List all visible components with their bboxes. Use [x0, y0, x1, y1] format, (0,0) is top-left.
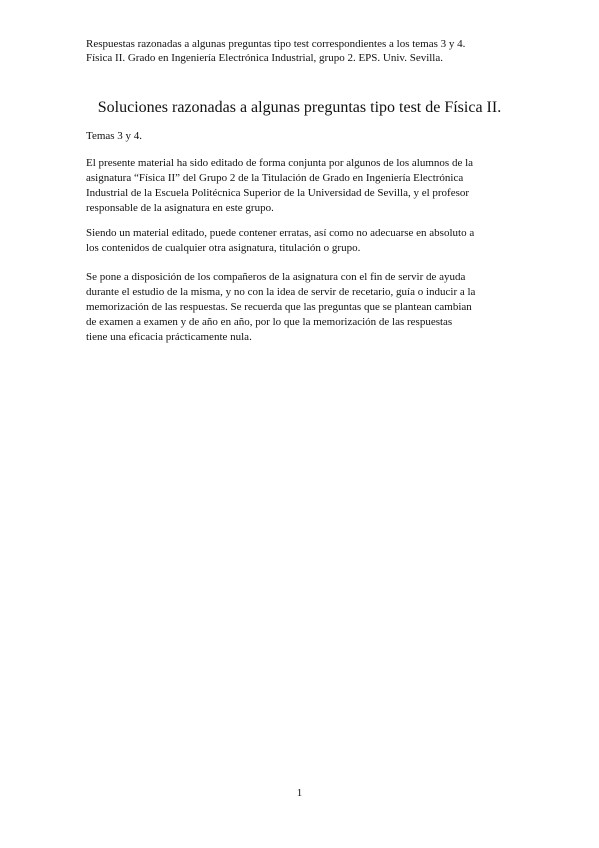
- paragraph-line: de examen a examen y de año en año, por lo que la memorización de las respuestas: [86, 316, 453, 328]
- paragraph-line: Se pone a disposición de los compañeros de la asignatura con el fin de servir de ayuda: [86, 271, 466, 283]
- paragraph-line: asignatura “Física II” del Grupo 2 de la Titulación de Grado en Ingeniería Electrónica: [86, 172, 464, 184]
- paragraph-line: durante el estudio de la misma, y no con la idea de servir de recetario, guía o inducir a la: [86, 286, 476, 298]
- header-line-1: Respuestas razonadas a algunas preguntas tipo test correspondientes a los temas 3 y 4.: [86, 38, 466, 50]
- running-header: [86, 38, 526, 65]
- page-number: 1: [296, 787, 303, 799]
- paragraph-line: tiene una eficacia prácticamente nula.: [86, 331, 252, 343]
- document-subtitle: Temas 3 y 4.: [86, 130, 143, 142]
- paragraph-line: El presente material ha sido editado de forma conjunta por algunos de los alumnos de la: [86, 157, 474, 169]
- document-title: Soluciones razonadas a algunas preguntas tipo test de Física II.: [97, 99, 502, 116]
- paragraph-1: [86, 156, 513, 216]
- paragraph-2: [86, 226, 513, 256]
- paragraph-3: [86, 270, 513, 345]
- header-line-2: Física II. Grado en Ingeniería Electrónica Industrial, grupo 2. EPS. Univ. Sevilla.: [86, 51, 444, 64]
- paragraph-line: los contenidos de cualquier otra asignatura, titulación o grupo.: [86, 242, 361, 254]
- paragraph-line: Siendo un material editado, puede contener erratas, así como no adecuarse en absoluto a: [86, 227, 475, 239]
- paragraph-line: Industrial de la Escuela Politécnica Superior de la Universidad de Sevilla, y el profesor: [86, 187, 470, 199]
- paragraph-line: responsable de la asignatura en este grupo.: [86, 202, 274, 214]
- paragraph-line: memorización de las respuestas. Se recuerda que las preguntas que se plantean cambian: [86, 301, 472, 313]
